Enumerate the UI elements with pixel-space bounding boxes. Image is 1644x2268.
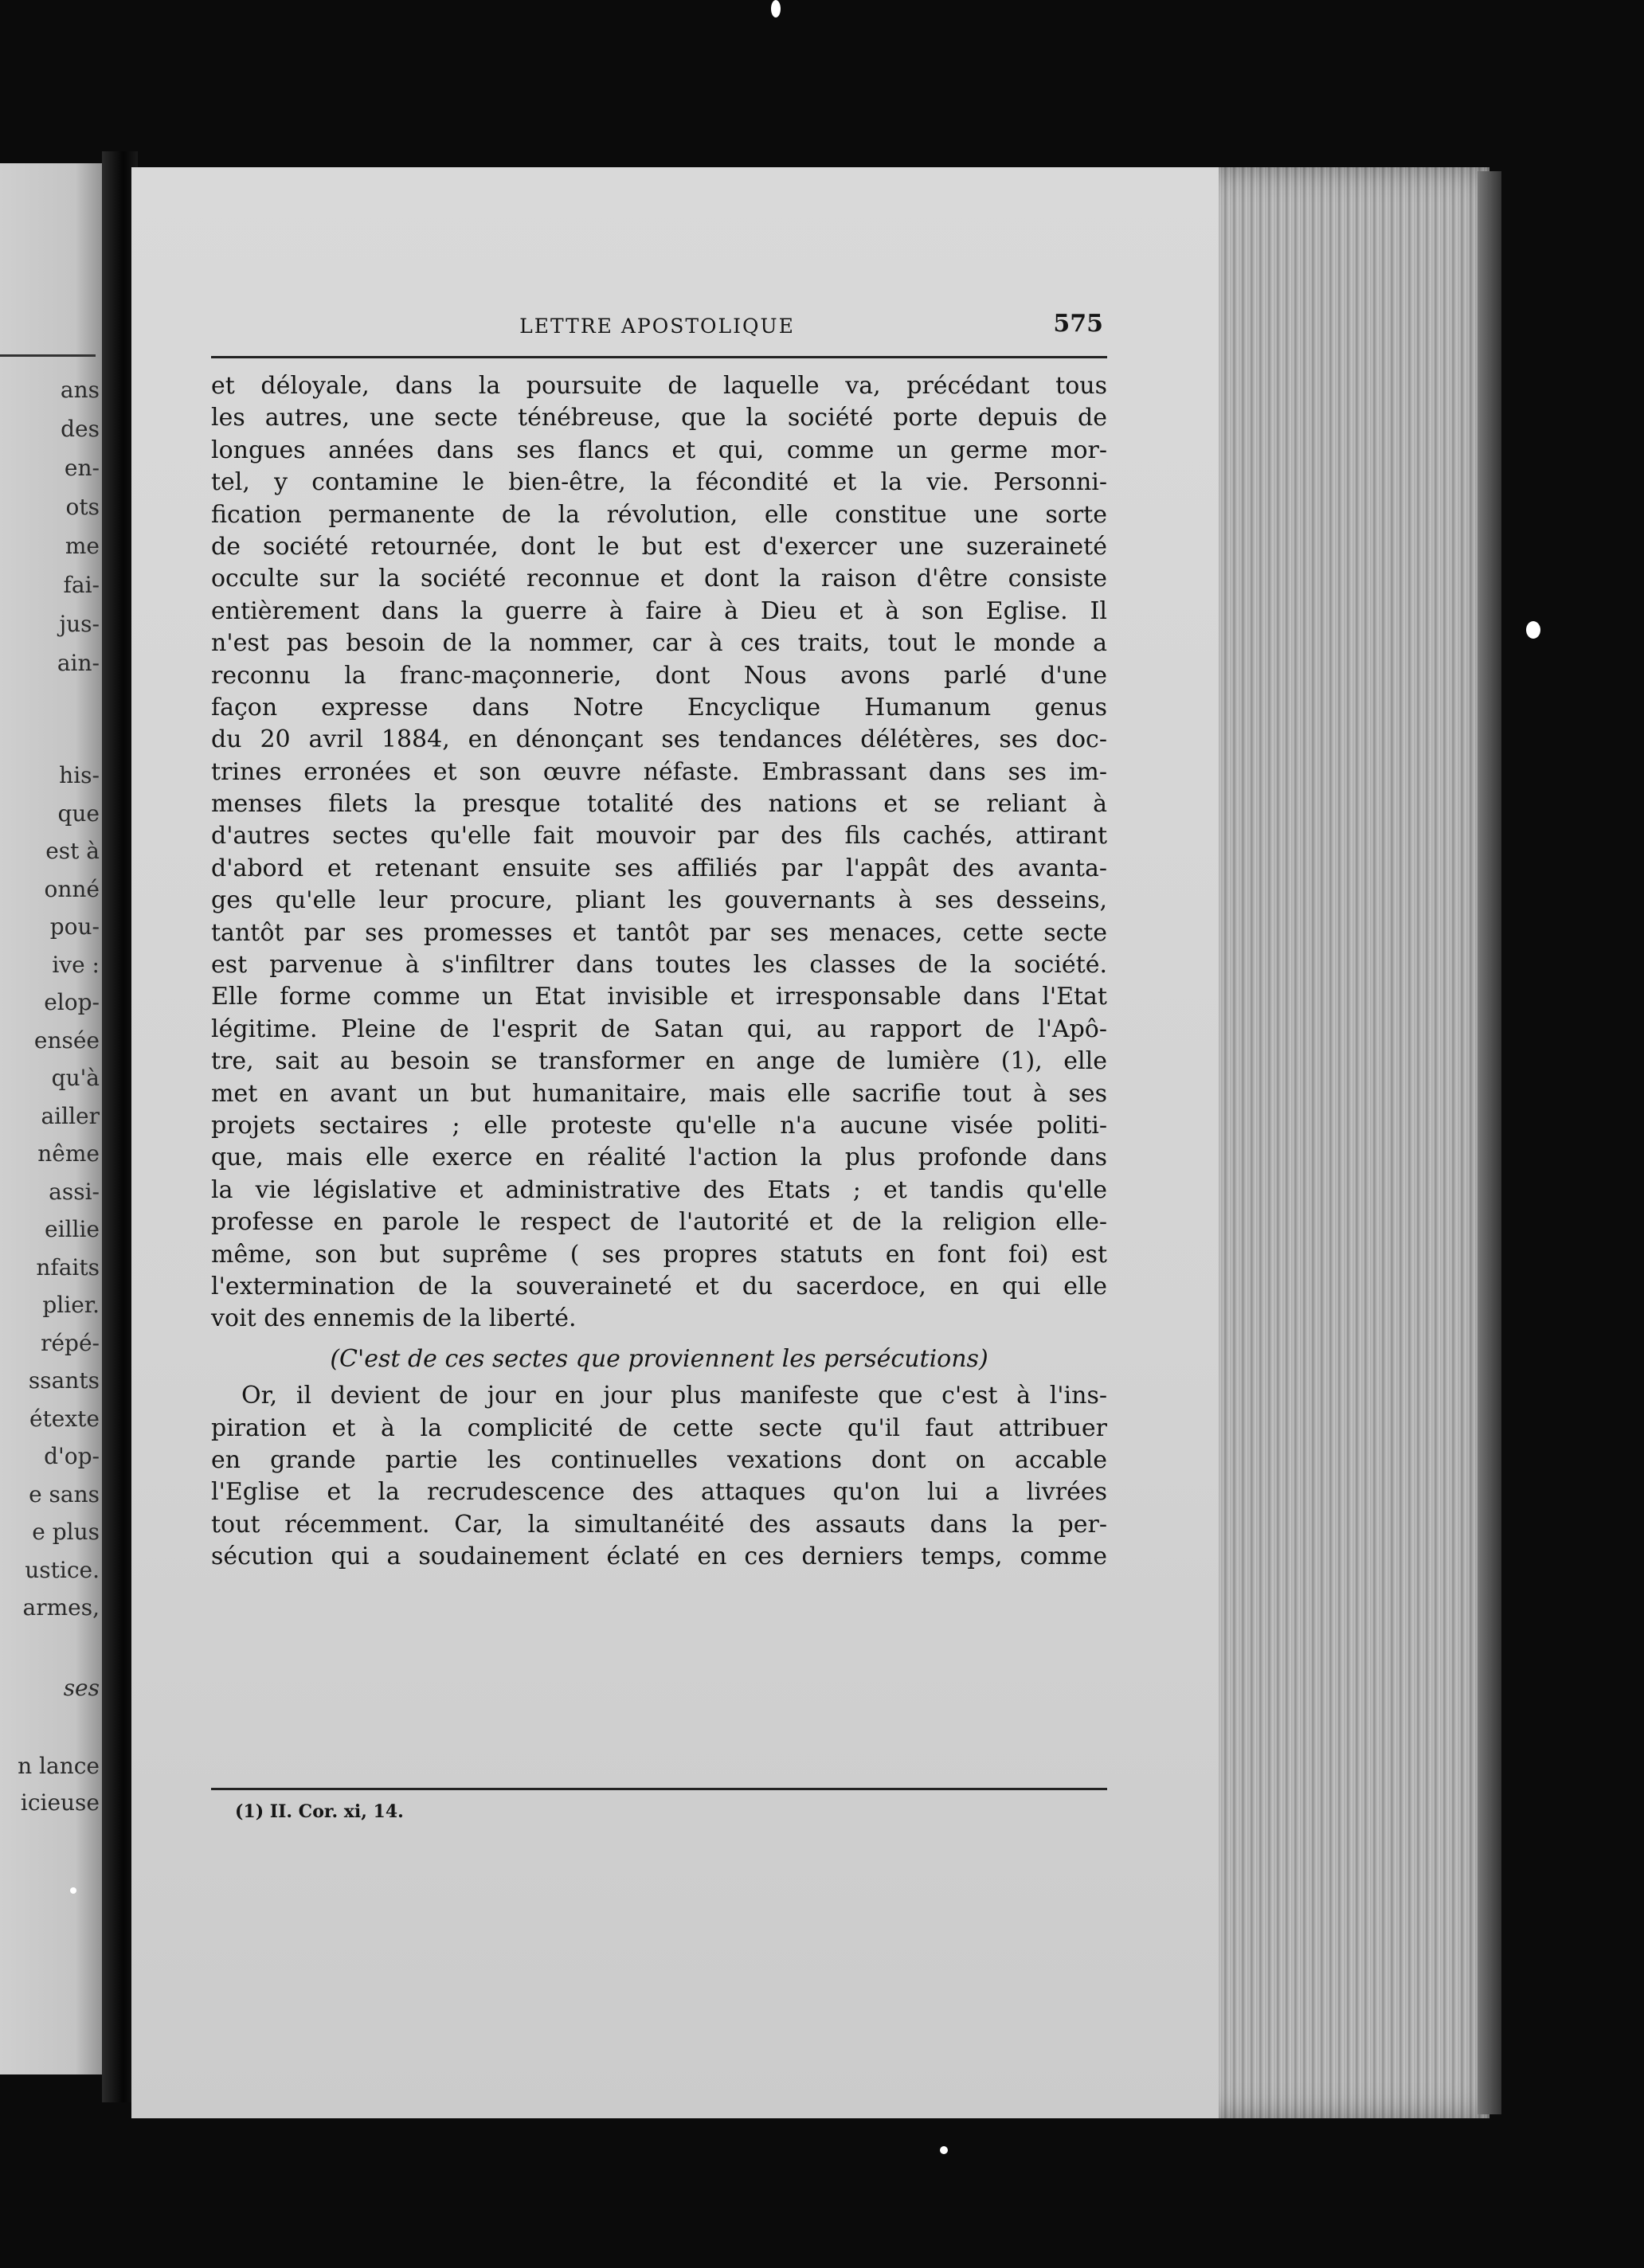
text-line: tantôt par ses promesses et tantôt par ses menaces, cette secte xyxy=(211,918,1107,947)
film-speck xyxy=(771,0,781,18)
left-fragment-line: plier. xyxy=(42,1292,100,1318)
left-fragment-line: ses xyxy=(63,1675,100,1701)
text-line: Elle forme comme un Etat invisible et irresponsable dans l'Etat xyxy=(211,983,1107,1011)
text-line: d'abord et retenant ensuite ses affiliés par l'appât des avanta- xyxy=(211,854,1107,882)
text-line: occulte sur la société reconnue et dont la raison d'être consiste xyxy=(211,565,1107,593)
footnote-rule xyxy=(211,1788,1107,1790)
film-speck xyxy=(940,2146,948,2154)
text-line: projets sectaires ; elle proteste qu'elle n'a aucune visée politi- xyxy=(211,1111,1107,1140)
text-line: façon expresse dans Notre Encyclique Humanum genus xyxy=(211,693,1107,721)
left-fragment-line: répé- xyxy=(41,1329,100,1356)
header-rule xyxy=(211,356,1107,358)
previous-page-head-rule xyxy=(0,354,96,357)
footnote: (1) II. Cor. xi, 14. xyxy=(235,1801,404,1822)
running-title: LETTRE APOSTOLIQUE xyxy=(519,315,795,338)
left-fragment-line: his- xyxy=(59,762,100,788)
page-stack-shadow xyxy=(1478,171,1501,2114)
text-line: entièrement dans la guerre à faire à Dieu et à son Eglise. Il xyxy=(211,596,1107,625)
left-fragment-line: en- xyxy=(64,455,100,481)
left-fragment-line: assi- xyxy=(49,1178,100,1205)
text-line: tout récemment. Car, la simultanéité des assauts dans la per- xyxy=(211,1510,1107,1539)
text-line: professe en parole le respect de l'autorité et de la religion elle- xyxy=(211,1208,1107,1237)
text-line: l'extermination de la souveraineté et du sacerdoce, en qui elle xyxy=(211,1272,1107,1300)
text-line: ges qu'elle leur procure, pliant les gouvernants à ses desseins, xyxy=(211,886,1107,915)
text-line: piration et à la complicité de cette secte qu'il faut attribuer xyxy=(211,1414,1107,1442)
left-fragment-block-1 xyxy=(57,370,100,682)
left-fragment-line: que xyxy=(57,800,100,827)
text-line: du 20 avril 1884, en dénonçant ses tendances délétères, ses doc- xyxy=(211,725,1107,754)
left-fragment-line: ive : xyxy=(52,951,100,978)
text-line: les autres, une secte ténébreuse, que la société porte depuis de xyxy=(211,404,1107,432)
text-line: la vie législative et administrative des Etats ; et tandis qu'elle xyxy=(211,1175,1107,1204)
previous-page-fragment xyxy=(0,163,108,2074)
left-fragment-line: ustice. xyxy=(25,1556,100,1583)
film-speck xyxy=(1526,621,1540,639)
left-fragment-block-4 xyxy=(18,1748,100,1821)
text-line: reconnu la franc-maçonnerie, dont Nous avons parlé d'une xyxy=(211,661,1107,690)
text-line: fication permanente de la révolution, elle constitue une sorte xyxy=(211,500,1107,529)
text-line: même, son but suprême ( ses propres statuts en font foi) est xyxy=(211,1240,1107,1269)
body-text xyxy=(211,370,1107,1573)
left-fragment-line: eillie xyxy=(45,1216,100,1242)
left-fragment-line: ssants xyxy=(28,1367,100,1394)
left-fragment-line: pou- xyxy=(49,913,100,940)
left-fragment-line: ans xyxy=(60,377,100,403)
left-fragment-line: ensée xyxy=(33,1026,100,1054)
left-fragment-line: n lance xyxy=(18,1753,100,1779)
left-fragment-line: me xyxy=(65,533,100,559)
left-fragment-line: ain- xyxy=(57,650,100,676)
text-line: de société retournée, dont le but est d'exercer une suzeraineté xyxy=(211,532,1107,561)
text-line: en grande partie les continuelles vexations dont on accable xyxy=(211,1445,1107,1474)
text-line: que, mais elle exerce en réalité l'action la plus profonde dans xyxy=(211,1144,1107,1172)
left-fragment-block-3 xyxy=(64,1668,100,1707)
left-fragment-line: nême xyxy=(37,1140,100,1167)
text-line: d'autres sectes qu'elle fait mouvoir par des fils cachés, attirant xyxy=(211,822,1107,850)
left-fragment-line: d'op- xyxy=(44,1443,100,1469)
text-line: sécution qui a soudainement éclaté en ces derniers temps, comme xyxy=(211,1543,1107,1571)
film-speck xyxy=(70,1887,76,1894)
left-fragment-line: elop- xyxy=(44,989,100,1015)
text-line: met en avant un but humanitaire, mais elle sacrifie tout à ses xyxy=(211,1079,1107,1108)
running-head xyxy=(211,310,1103,346)
text-line: menses filets la presque totalité des nations et se reliant à xyxy=(211,790,1107,819)
text-line: tre, sait au besoin se transformer en ange de lumière (1), elle xyxy=(211,1047,1107,1076)
section-heading: (C'est de ces sectes que proviennent les persécutions) xyxy=(330,1344,988,1373)
text-line: et déloyale, dans la poursuite de laquelle va, précédant tous xyxy=(211,372,1107,400)
text-line: Or, il devient de jour en jour plus manifeste que c'est à l'ins- xyxy=(241,1382,1107,1410)
book-page xyxy=(131,167,1219,2118)
text-line: longues années dans ses flancs et qui, comme un germe mor- xyxy=(211,436,1107,464)
page-stack-fore-edge xyxy=(1195,167,1489,2118)
left-fragment-line: ots xyxy=(65,494,100,520)
left-fragment-line: nfaits xyxy=(36,1253,100,1281)
text-line: n'est pas besoin de la nommer, car à ces traits, tout le monde a xyxy=(211,629,1107,658)
left-fragment-line: e sans xyxy=(29,1480,100,1507)
left-fragment-line: est à xyxy=(45,838,100,864)
left-fragment-line: ailler xyxy=(41,1102,100,1129)
left-fragment-block-2 xyxy=(23,757,100,1627)
left-fragment-line: fai- xyxy=(63,572,100,598)
text-line: l'Eglise et la recrudescence des attaques qu'on lui a livrées xyxy=(211,1478,1107,1507)
left-fragment-line: armes, xyxy=(22,1594,100,1621)
text-line: voit des ennemis de la liberté. xyxy=(211,1304,577,1333)
left-fragment-line: qu'à xyxy=(51,1065,100,1091)
left-fragment-line: onné xyxy=(44,875,100,902)
left-fragment-line: étexte xyxy=(29,1405,100,1432)
text-line: tel, y contamine le bien-être, la fécondité et la vie. Personni- xyxy=(211,468,1107,497)
text-line: légitime. Pleine de l'esprit de Satan qui, au rapport de l'Apô- xyxy=(211,1015,1107,1043)
left-fragment-line: icieuse xyxy=(20,1789,100,1816)
text-line: trines erronées et son œuvre néfaste. Embrassant dans ses im- xyxy=(211,757,1107,786)
page-number: 575 xyxy=(1053,310,1103,338)
left-fragment-line: jus- xyxy=(59,611,100,637)
text-line: est parvenue à s'infiltrer dans toutes les classes de la société. xyxy=(211,951,1107,980)
left-fragment-line: e plus xyxy=(32,1519,100,1545)
left-fragment-line: des xyxy=(61,416,100,442)
